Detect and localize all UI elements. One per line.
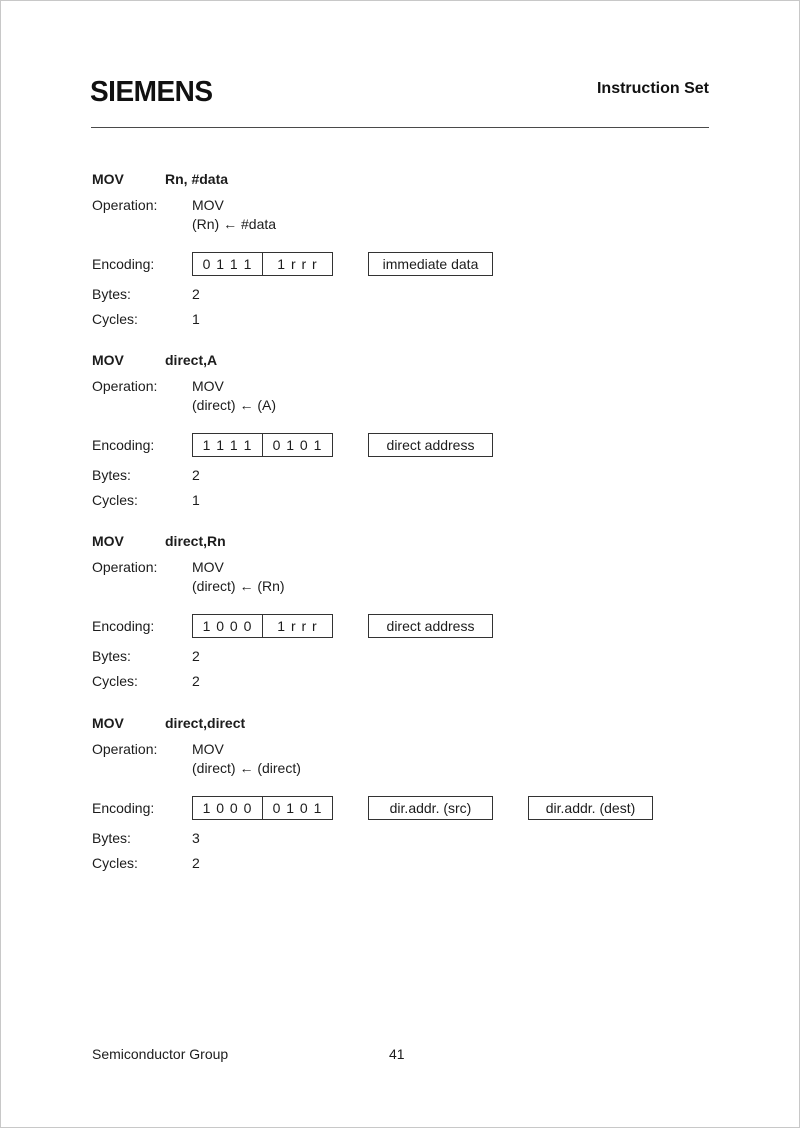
cycles-label: Cycles: [92,492,138,508]
encoding-row [92,433,712,457]
instruction-block [92,352,712,508]
operation-label: Operation: [92,741,158,757]
opcode-box [192,252,333,276]
cycles-row [92,492,712,508]
operation-line: MOV [192,559,224,575]
cycles-value: 2 [192,673,200,689]
cycles-row [92,673,712,689]
operation-row [92,196,712,234]
opcode-high-nibble: 1 1 1 1 [202,437,253,453]
cycles-label: Cycles: [92,673,138,689]
encoding-label: Encoding: [92,618,155,634]
cycles-label: Cycles: [92,855,138,871]
bytes-value: 2 [192,286,200,302]
operation-line: MOV [192,741,224,757]
instruction-mnemonic: MOV [92,171,124,187]
bytes-value: 3 [192,830,200,846]
opcode-low-nibble: 1 r r r [262,615,332,637]
encoding-label: Encoding: [92,256,155,272]
opcode-box [192,614,333,638]
instruction-operands: direct,A [165,352,218,368]
bytes-row [92,467,712,483]
instruction-block [92,533,712,689]
operand-byte-box: immediate data [368,252,493,276]
bytes-label: Bytes: [92,467,131,483]
cycles-row [92,855,712,871]
bytes-row [92,648,712,664]
opcode-high-nibble: 0 1 1 1 [202,256,253,272]
footer-company: Semiconductor Group [92,1046,229,1062]
instruction-block [92,171,712,327]
operation-line: (direct) ← (direct) [192,760,301,776]
instruction-mnemonic: MOV [92,533,124,549]
instruction-mnemonic: MOV [92,715,124,731]
operation-value [192,740,301,778]
bytes-value: 2 [192,467,200,483]
bytes-label: Bytes: [92,648,131,664]
opcode-high-nibble: 1 0 0 0 [202,618,253,634]
operation-line: MOV [192,197,224,213]
operand-byte-box: dir.addr. (dest) [528,796,653,820]
opcode-high-nibble: 1 0 0 0 [202,800,253,816]
bytes-row [92,830,712,846]
operation-line: MOV [192,378,224,394]
operation-row [92,377,712,415]
opcode-box [192,433,333,457]
instruction-operands: Rn, #data [165,171,229,187]
encoding-label: Encoding: [92,437,155,453]
operation-row [92,558,712,596]
instruction-operands: direct,direct [165,715,246,731]
instruction-title [92,533,712,549]
operation-label: Operation: [92,559,158,575]
cycles-value: 1 [192,492,200,508]
bytes-label: Bytes: [92,286,131,302]
encoding-row [92,614,712,638]
bytes-value: 2 [192,648,200,664]
instruction-title [92,171,712,187]
encoding-label: Encoding: [92,800,155,816]
footer-page-number: 41 [389,1046,405,1062]
bytes-label: Bytes: [92,830,131,846]
operation-value [192,196,276,234]
instruction-block [92,715,712,871]
operation-value [192,558,285,596]
header-title: Instruction Set [596,80,709,97]
instruction-operands: direct,Rn [165,533,226,549]
cycles-row [92,311,712,327]
operand-byte-box: direct address [368,433,493,457]
instruction-title [92,715,712,731]
instruction-mnemonic: MOV [92,352,124,368]
instruction-title [92,352,712,368]
operation-label: Operation: [92,197,158,213]
opcode-box [192,796,333,820]
operation-line: (direct) ← (A) [192,397,276,413]
header-rule [91,127,709,128]
encoding-row [92,796,712,820]
operation-line: (Rn) ← #data [192,216,277,232]
operation-row [92,740,712,778]
operand-byte-box: dir.addr. (src) [368,796,493,820]
opcode-low-nibble: 0 1 0 1 [262,434,332,456]
cycles-value: 2 [192,855,200,871]
opcode-low-nibble: 1 r r r [262,253,332,275]
cycles-value: 1 [192,311,200,327]
operation-line: (direct) ← (Rn) [192,578,285,594]
operand-byte-box: direct address [368,614,493,638]
operation-label: Operation: [92,378,158,394]
operation-value [192,377,276,415]
cycles-label: Cycles: [92,311,138,327]
siemens-logo: SIEMENS [90,75,213,108]
opcode-low-nibble: 0 1 0 1 [262,797,332,819]
encoding-row [92,252,712,276]
bytes-row [92,286,712,302]
